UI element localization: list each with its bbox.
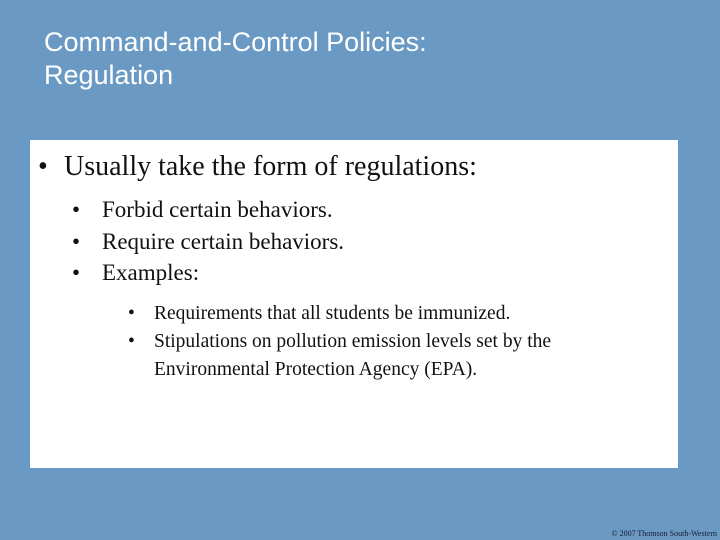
sub-bullet-text: Forbid certain behaviors. [102, 197, 333, 222]
sub-bullet-text: Examples: [102, 260, 200, 285]
sub-bullet-list [64, 194, 668, 384]
example-text: Stipulations on pollution emission levels set by the Environmental Protection Agency (EPA). [154, 330, 552, 380]
main-bullet [38, 149, 668, 384]
bullet-icon: • [38, 151, 48, 182]
sub-bullet-require [72, 226, 668, 258]
bullet-icon: • [128, 330, 135, 352]
example-item-epa [128, 328, 624, 384]
bullet-icon: • [72, 197, 81, 222]
slide-title-line-2: Regulation [44, 60, 174, 90]
bullet-icon: • [128, 302, 135, 324]
copyright-notice: © 2007 Thomson South-Western [611, 529, 717, 538]
sub-bullet-forbid [72, 194, 668, 226]
slide-title [44, 26, 664, 92]
sub-bullet-text: Require certain behaviors. [102, 228, 345, 254]
sub-bullet-examples [72, 257, 668, 384]
content-panel [30, 140, 678, 468]
main-bullet-text: Usually take the form of regulations: [64, 151, 477, 182]
example-text: Requirements that all students be immunized. [154, 302, 511, 324]
bullet-list [38, 149, 668, 384]
bullet-icon: • [72, 260, 81, 285]
bullet-icon: • [72, 228, 81, 254]
example-list [102, 300, 668, 384]
slide-title-line-1: Command-and-Control Policies: [44, 27, 427, 57]
example-item-immunization [128, 300, 624, 328]
